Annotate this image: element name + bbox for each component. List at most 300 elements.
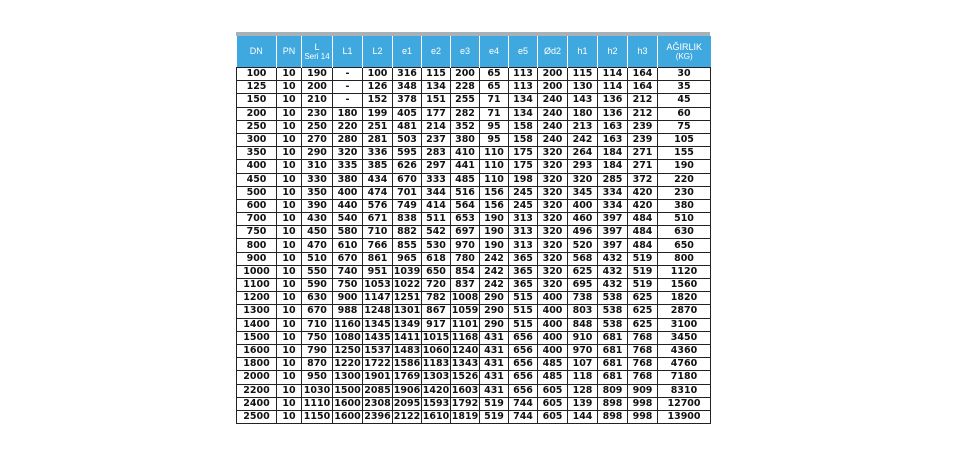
column-header-label: e5: [517, 46, 528, 56]
table-cell: 10: [277, 292, 302, 305]
table-cell: 681: [598, 331, 628, 344]
table-cell: 837: [451, 279, 480, 292]
table-cell: 848: [568, 318, 598, 331]
table-cell: 484: [628, 239, 658, 252]
table-cell: 335: [333, 160, 363, 173]
table-cell: 720: [422, 279, 451, 292]
table-cell: 630: [658, 226, 711, 239]
table-cell: 271: [628, 147, 658, 160]
table-cell: 681: [598, 358, 628, 371]
table-cell: 1060: [422, 345, 450, 357]
table-cell: 432: [598, 279, 628, 292]
table-cell: 250: [237, 120, 277, 133]
table-cell: 397: [598, 213, 628, 226]
table-cell: 333: [422, 173, 451, 186]
table-cell: 515: [509, 318, 538, 331]
table-cell: 1343: [451, 358, 479, 370]
table-cell: 128: [568, 384, 598, 397]
column-header-label: e4: [488, 46, 499, 56]
table-row: [237, 94, 711, 107]
table-cell: 2122: [393, 410, 421, 422]
table-cell: 1300: [334, 371, 361, 383]
table-cell: 240: [538, 107, 568, 120]
table-cell: 400: [333, 186, 363, 199]
table-cell: 1603: [451, 384, 479, 396]
column-header-label: Ød2: [543, 46, 561, 56]
table-cell: 605: [538, 384, 568, 397]
table-cell: 670: [393, 173, 422, 186]
table-cell: 385: [363, 160, 393, 173]
table-cell: 320: [538, 252, 568, 265]
table-cell: 1240: [451, 345, 479, 357]
table-cell: 281: [363, 133, 393, 146]
table-cell: 496: [568, 226, 598, 239]
table-cell: 213: [568, 120, 598, 133]
table-cell: 1500: [334, 384, 361, 396]
table-cell: 538: [598, 305, 628, 318]
column-header-sublabel: Seri 14: [304, 51, 330, 61]
column-header: [393, 36, 422, 68]
table-cell: 768: [628, 358, 658, 371]
table-cell: 450: [302, 226, 333, 239]
table-cell: 420: [628, 186, 658, 199]
table-cell: 35: [658, 81, 711, 94]
table-cell: 400: [538, 344, 568, 357]
table-cell: 239: [628, 133, 658, 146]
table-cell: 10: [277, 265, 302, 278]
table-cell: 400: [237, 160, 277, 173]
table-cell: -: [333, 68, 363, 81]
column-header: [628, 36, 658, 68]
table-cell: 1792: [451, 397, 479, 409]
table-cell: 345: [568, 186, 598, 199]
table-row: [237, 410, 711, 423]
table-cell: 485: [538, 358, 568, 371]
table-cell: 214: [422, 120, 451, 133]
table-cell: 1220: [334, 358, 361, 370]
table-cell: 1120: [658, 265, 711, 278]
table-cell: 65: [480, 68, 509, 81]
table-cell: 400: [538, 318, 568, 331]
table-cell: 750: [302, 331, 333, 344]
table-cell: 550: [302, 265, 333, 278]
table-cell: 515: [509, 305, 538, 318]
table-cell: 2870: [658, 305, 711, 318]
table-cell: 175: [509, 160, 538, 173]
table-cell: 300: [237, 133, 277, 146]
column-header: [598, 36, 628, 68]
table-cell: 212: [628, 94, 658, 107]
table-cell: 10: [277, 186, 302, 199]
table-cell: 320: [538, 279, 568, 292]
table-cell: 750: [333, 279, 363, 292]
table-cell: 313: [509, 213, 538, 226]
table-row: [237, 81, 711, 94]
table-cell: 134: [509, 107, 538, 120]
table-cell: 240: [538, 120, 568, 133]
table-cell: 199: [363, 107, 393, 120]
table-cell: 511: [422, 213, 451, 226]
table-cell: 656: [509, 384, 538, 397]
table-cell: 650: [658, 239, 711, 252]
table-cell: 1183: [422, 358, 450, 370]
table-row: [237, 160, 711, 173]
table-cell: 134: [422, 81, 451, 94]
table-cell: 790: [302, 344, 333, 357]
table-cell: 1483: [393, 345, 421, 357]
table-cell: 95: [480, 120, 509, 133]
table-cell: 190: [302, 68, 333, 81]
table-cell: 744: [509, 397, 538, 410]
table-cell: 350: [302, 186, 333, 199]
table-cell: 744: [509, 410, 538, 423]
table-cell: 1248: [364, 305, 391, 317]
table-cell: -: [333, 94, 363, 107]
table-cell: 320: [333, 147, 363, 160]
table-cell: 115: [568, 68, 598, 81]
table-cell: 898: [598, 397, 628, 410]
table-cell: 738: [568, 292, 598, 305]
table-cell: 854: [451, 265, 480, 278]
table-cell: 313: [509, 226, 538, 239]
table-cell: 605: [538, 410, 568, 423]
table-cell: 242: [568, 133, 598, 146]
column-header: [237, 36, 277, 68]
table-cell: 768: [628, 331, 658, 344]
table-cell: 749: [393, 199, 422, 212]
table-cell: 951: [363, 265, 393, 278]
table-cell: 485: [451, 173, 480, 186]
table-cell: 1722: [364, 358, 391, 370]
table-cell: 285: [598, 173, 628, 186]
column-header: [451, 36, 480, 68]
table-cell: 431: [480, 358, 509, 371]
table-cell: 10: [277, 120, 302, 133]
column-header-label: e3: [459, 46, 470, 56]
table-cell: 867: [422, 305, 451, 318]
table-cell: 10: [277, 279, 302, 292]
table-cell: 1560: [658, 279, 711, 292]
table-cell: 701: [393, 186, 422, 199]
table-cell: 200: [237, 107, 277, 120]
column-header-label: AĞIRLIK: [666, 41, 702, 52]
table-cell: 3450: [658, 331, 711, 344]
table-cell: 10: [277, 81, 302, 94]
column-header-label: L: [314, 41, 320, 52]
table-cell: 4760: [658, 358, 711, 371]
table-row: [237, 252, 711, 265]
table-cell: 530: [422, 239, 451, 252]
table-cell: 264: [568, 147, 598, 160]
column-header: [363, 36, 393, 68]
table-cell: 697: [451, 226, 480, 239]
table-cell: 400: [538, 292, 568, 305]
table-row: [237, 318, 711, 331]
table-cell: -: [333, 81, 363, 94]
table-cell: 1100: [237, 279, 277, 292]
column-header-label: e1: [401, 46, 412, 56]
table-row: [237, 147, 711, 160]
table-cell: 290: [480, 305, 509, 318]
table-cell: 2200: [237, 384, 277, 397]
table-cell: 1303: [422, 371, 450, 383]
table-cell: 114: [598, 68, 628, 81]
table-cell: 625: [628, 305, 658, 318]
table-cell: 1150: [302, 410, 333, 423]
table-row: [237, 279, 711, 292]
table-cell: 656: [509, 331, 538, 344]
table-cell: 282: [451, 107, 480, 120]
table-cell: 71: [480, 94, 509, 107]
table-cell: 656: [509, 371, 538, 384]
table-cell: 2400: [237, 397, 277, 410]
table-cell: 434: [363, 173, 393, 186]
table-row: [237, 371, 711, 384]
table-cell: 519: [480, 410, 509, 423]
table-cell: 190: [480, 226, 509, 239]
table-row: [237, 344, 711, 357]
table-cell: 710: [363, 226, 393, 239]
table-row: [237, 265, 711, 278]
table-cell: 1769: [393, 371, 421, 383]
table-cell: 336: [363, 147, 393, 160]
table-cell: 1593: [422, 397, 450, 409]
table-cell: 156: [480, 186, 509, 199]
table-cell: 230: [302, 107, 333, 120]
table-row: [237, 68, 711, 81]
table-cell: 625: [628, 292, 658, 305]
table-cell: 431: [480, 344, 509, 357]
table-cell: 220: [333, 120, 363, 133]
table-cell: 2500: [237, 410, 277, 423]
table-cell: 800: [658, 252, 711, 265]
table-cell: 580: [333, 226, 363, 239]
table-cell: 519: [628, 279, 658, 292]
table-cell: 105: [658, 133, 711, 146]
table-cell: 540: [333, 213, 363, 226]
table-cell: 1610: [422, 410, 450, 422]
table-cell: 803: [568, 305, 598, 318]
table-cell: 970: [568, 344, 598, 357]
table-cell: 100: [237, 68, 277, 81]
table-cell: 297: [422, 160, 451, 173]
table-cell: 380: [333, 173, 363, 186]
table-cell: 626: [393, 160, 422, 173]
table-cell: 30: [658, 68, 711, 81]
table-cell: 155: [658, 147, 711, 160]
table-cell: 239: [628, 120, 658, 133]
table-cell: 1300: [237, 305, 277, 318]
table-cell: 210: [302, 94, 333, 107]
table-cell: 485: [538, 371, 568, 384]
table-cell: 10: [277, 94, 302, 107]
table-cell: 12700: [658, 397, 711, 410]
column-header: [277, 36, 302, 68]
table-cell: 656: [509, 344, 538, 357]
column-header: [658, 36, 711, 68]
table-cell: 228: [451, 81, 480, 94]
table-cell: 45: [658, 94, 711, 107]
table-row: [237, 358, 711, 371]
table-cell: 397: [598, 226, 628, 239]
table-cell: 240: [538, 133, 568, 146]
table-cell: 190: [658, 160, 711, 173]
table-cell: 1015: [422, 331, 450, 343]
table-cell: 1820: [658, 292, 711, 305]
table-cell: 450: [237, 173, 277, 186]
table-cell: 190: [480, 213, 509, 226]
table-cell: 519: [628, 265, 658, 278]
column-header: [333, 36, 363, 68]
table-cell: 484: [628, 226, 658, 239]
table-cell: 242: [480, 265, 509, 278]
table-cell: 10: [277, 252, 302, 265]
table-row: [237, 239, 711, 252]
table-cell: 431: [480, 331, 509, 344]
table-cell: 320: [568, 173, 598, 186]
table-cell: 390: [302, 199, 333, 212]
table-cell: 310: [302, 160, 333, 173]
table-cell: 95: [480, 133, 509, 146]
table-cell: 460: [568, 213, 598, 226]
table-cell: 352: [451, 120, 480, 133]
table-cell: 114: [598, 81, 628, 94]
table-cell: 320: [538, 173, 568, 186]
table-cell: 113: [509, 81, 538, 94]
table-cell: 2085: [364, 384, 391, 396]
table-cell: 800: [237, 239, 277, 252]
table-cell: 481: [393, 120, 422, 133]
table-cell: 320: [538, 160, 568, 173]
table-cell: 671: [363, 213, 393, 226]
table-cell: 283: [422, 147, 451, 160]
table-cell: 1059: [451, 305, 479, 317]
table-cell: 430: [302, 213, 333, 226]
table-cell: 440: [333, 199, 363, 212]
table-cell: 350: [237, 147, 277, 160]
column-header-label: h3: [637, 46, 648, 56]
table-cell: 610: [333, 239, 363, 252]
table-cell: 134: [509, 94, 538, 107]
table-row: [237, 331, 711, 344]
table-cell: 10: [277, 397, 302, 410]
table-cell: 10: [277, 107, 302, 120]
table-cell: 630: [302, 292, 333, 305]
table-row: [237, 107, 711, 120]
table-cell: 1008: [451, 292, 479, 304]
table-cell: 2308: [364, 397, 391, 409]
table-cell: 10: [277, 147, 302, 160]
table-header-row: [237, 36, 711, 68]
table-cell: 245: [509, 186, 538, 199]
table-cell: 320: [538, 199, 568, 212]
table-cell: 420: [628, 199, 658, 212]
table-cell: 766: [363, 239, 393, 252]
column-header-label: L1: [342, 46, 353, 56]
table-cell: 400: [538, 331, 568, 344]
table-cell: 378: [393, 94, 422, 107]
table-cell: 250: [302, 120, 333, 133]
table-cell: 900: [237, 252, 277, 265]
table-cell: 130: [568, 81, 598, 94]
column-header: [509, 36, 538, 68]
table-cell: 568: [568, 252, 598, 265]
table-cell: 670: [333, 252, 363, 265]
table-cell: 474: [363, 186, 393, 199]
table-cell: 180: [333, 107, 363, 120]
table-cell: 270: [302, 133, 333, 146]
table-cell: 365: [509, 265, 538, 278]
table-cell: 115: [422, 68, 451, 81]
table-cell: 950: [302, 371, 333, 384]
table-cell: 1500: [237, 331, 277, 344]
table-row: [237, 397, 711, 410]
table-cell: 240: [538, 94, 568, 107]
table-cell: 520: [568, 239, 598, 252]
table-cell: 10: [277, 199, 302, 212]
table-cell: 1600: [334, 410, 361, 422]
table-cell: 10: [277, 344, 302, 357]
table-cell: 432: [598, 265, 628, 278]
table-cell: 516: [451, 186, 480, 199]
column-header-label: h2: [607, 46, 618, 56]
table-cell: 1600: [237, 344, 277, 357]
table-cell: 320: [538, 239, 568, 252]
table-cell: 200: [451, 68, 480, 81]
table-cell: 670: [302, 305, 333, 318]
table-cell: 200: [538, 68, 568, 81]
table-cell: 2000: [237, 371, 277, 384]
table-cell: 590: [302, 279, 333, 292]
table-cell: 653: [451, 213, 480, 226]
table-cell: 510: [302, 252, 333, 265]
table-cell: 1906: [393, 384, 421, 396]
table-cell: 316: [393, 68, 422, 81]
table-cell: 10: [277, 410, 302, 423]
table-cell: 441: [451, 160, 480, 173]
table-cell: 139: [568, 397, 598, 410]
table-cell: 1400: [237, 318, 277, 331]
table-cell: 290: [480, 292, 509, 305]
table-cell: 320: [538, 213, 568, 226]
table-cell: 348: [393, 81, 422, 94]
table-cell: 380: [451, 133, 480, 146]
table-cell: 432: [598, 252, 628, 265]
table-cell: 768: [628, 344, 658, 357]
table-cell: 1537: [364, 345, 391, 357]
table-cell: 400: [568, 199, 598, 212]
table-cell: 242: [480, 252, 509, 265]
table-cell: 10: [277, 213, 302, 226]
column-header-label: h1: [577, 46, 588, 56]
table-cell: 198: [509, 173, 538, 186]
table-row: [237, 305, 711, 318]
table-cell: 1168: [451, 331, 479, 343]
table-cell: 380: [658, 199, 711, 212]
table-cell: 10: [277, 358, 302, 371]
table-cell: 125: [237, 81, 277, 94]
table-cell: 290: [302, 147, 333, 160]
column-header: [480, 36, 509, 68]
table-cell: 515: [509, 292, 538, 305]
table-cell: 110: [480, 147, 509, 160]
table-cell: 320: [538, 186, 568, 199]
table-cell: 10: [277, 133, 302, 146]
table-cell: 1147: [364, 292, 391, 304]
table-cell: 344: [422, 186, 451, 199]
table-cell: 237: [422, 133, 451, 146]
table-cell: 414: [422, 199, 451, 212]
